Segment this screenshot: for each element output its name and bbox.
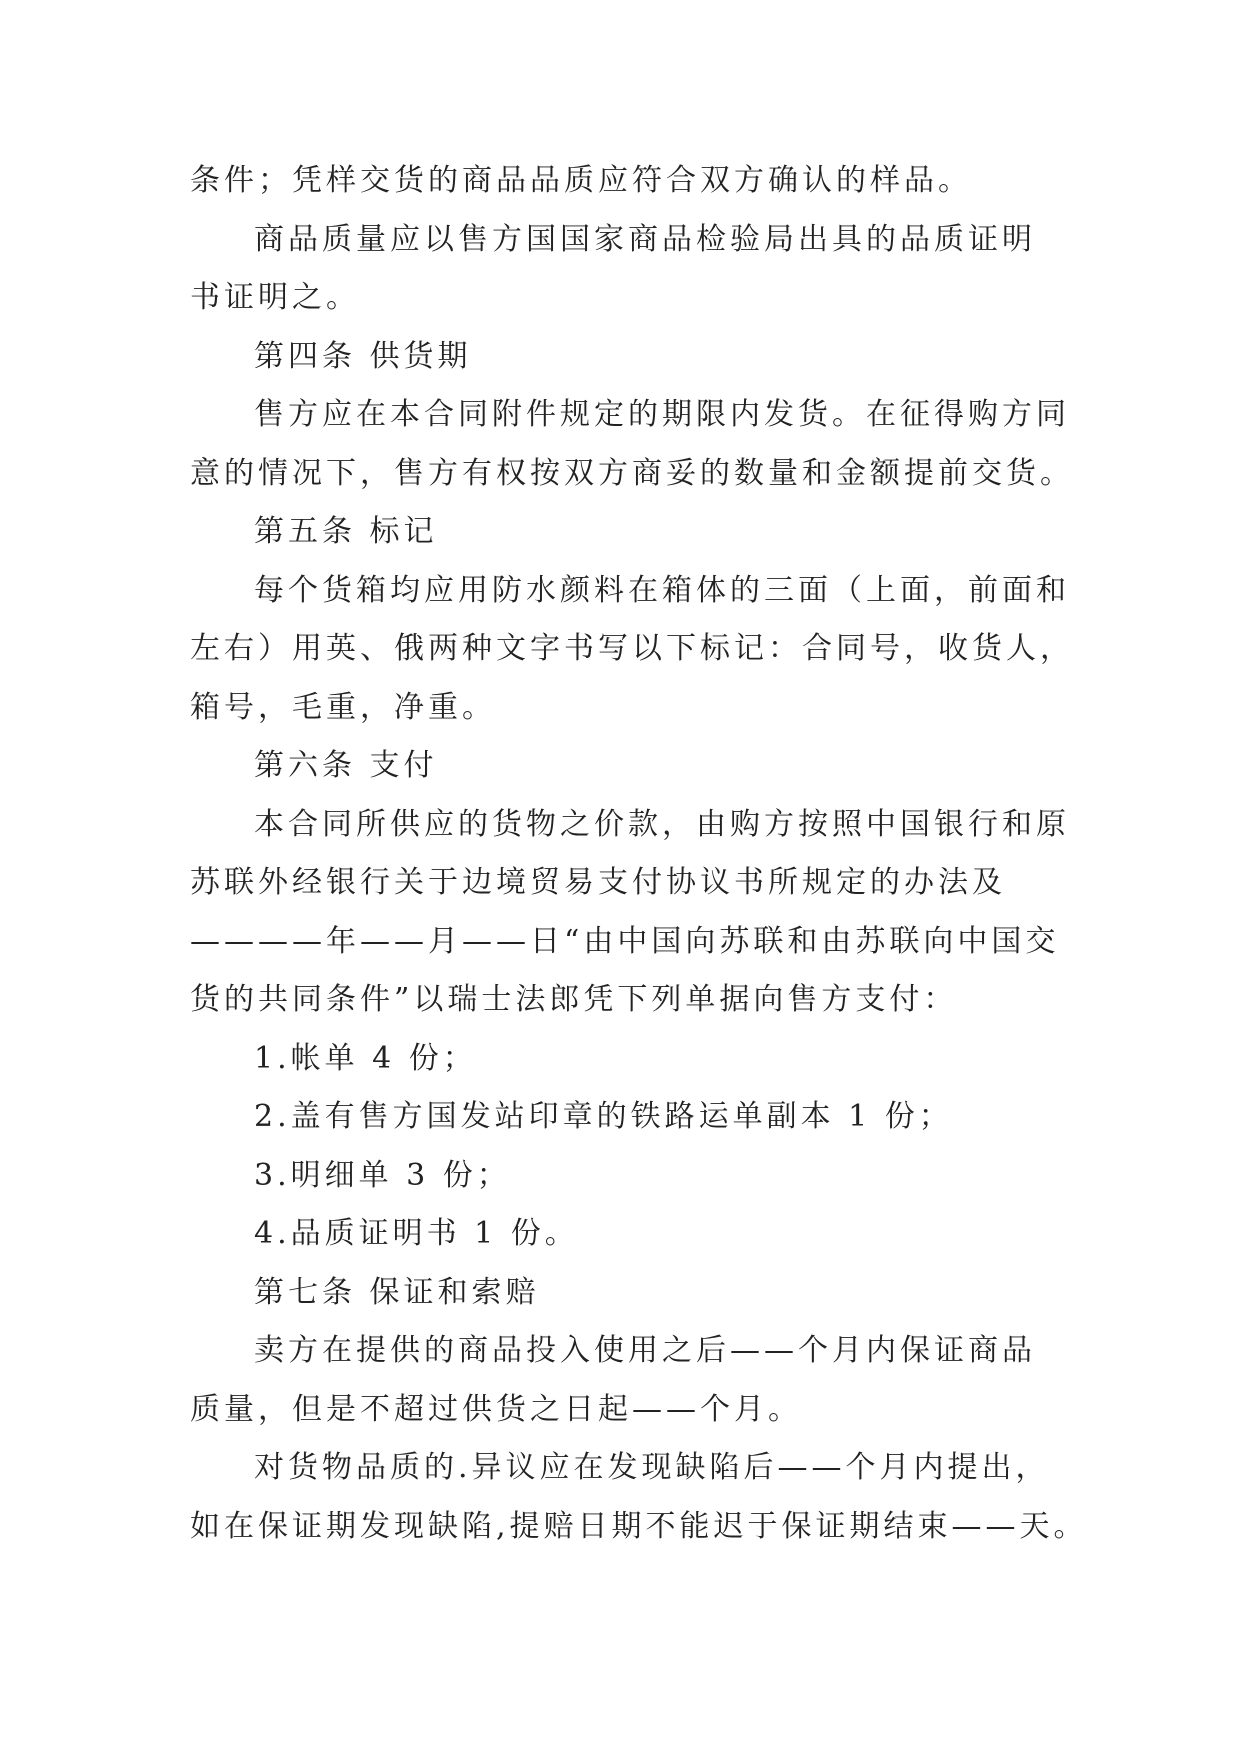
document-line: 意的情况下，售方有权按双方商妥的数量和金额提前交货。 bbox=[190, 455, 1074, 491]
document-line: 每个货箱均应用防水颜料在箱体的三面（上面，前面和 bbox=[254, 572, 1070, 608]
document-line: 货的共同条件”以瑞士法郎凭下列单据向售方支付： bbox=[190, 982, 958, 1017]
document-line: 第四条 供货期 bbox=[254, 338, 472, 374]
document-line: 第七条 保证和索赔 bbox=[254, 1274, 540, 1310]
document-body bbox=[190, 152, 1088, 1556]
document-line: 卖方在提供的商品投入使用之后——个月内保证商品 bbox=[254, 1333, 1036, 1368]
document-line: 苏联外经银行关于边境贸易支付协议书所规定的办法及 bbox=[190, 865, 1006, 900]
document-line: ————年——月——日“由中国向苏联和由苏联向中国交 bbox=[190, 923, 1060, 959]
document-line: 书证明之。 bbox=[190, 280, 360, 315]
document-line: 4.品质证明书 1 份。 bbox=[254, 1216, 579, 1251]
document-line: 2.盖有售方国发站印章的铁路运单副本 1 份； bbox=[254, 1099, 953, 1134]
document-line: 商品质量应以售方国国家商品检验局出具的品质证明 bbox=[254, 221, 1036, 257]
document-line: 如在保证期发现缺陷,提赔日期不能迟于保证期结束——天。 bbox=[190, 1508, 1088, 1544]
document-line: 1.帐单 4 份； bbox=[254, 1040, 477, 1076]
document-line: 条件；凭样交货的商品品质应符合双方确认的样品。 bbox=[190, 163, 972, 198]
document-line: 本合同所供应的货物之价款，由购方按照中国银行和原 bbox=[254, 806, 1070, 842]
document-line: 第六条 支付 bbox=[254, 748, 438, 783]
document-line: 质量，但是不超过供货之日起——个月。 bbox=[190, 1391, 802, 1427]
document-line: 第五条 标记 bbox=[254, 514, 438, 549]
document-line: 3.明细单 3 份； bbox=[254, 1157, 511, 1193]
document-line: 箱号，毛重，净重。 bbox=[190, 689, 496, 725]
document-line: 对货物品质的.异议应在发现缺陷后——个月内提出， bbox=[254, 1450, 1050, 1485]
document-line: 售方应在本合同附件规定的期限内发货。在征得购方同 bbox=[254, 397, 1070, 432]
document-line: 左右）用英、俄两种文字书写以下标记：合同号，收货人， bbox=[190, 631, 1074, 666]
